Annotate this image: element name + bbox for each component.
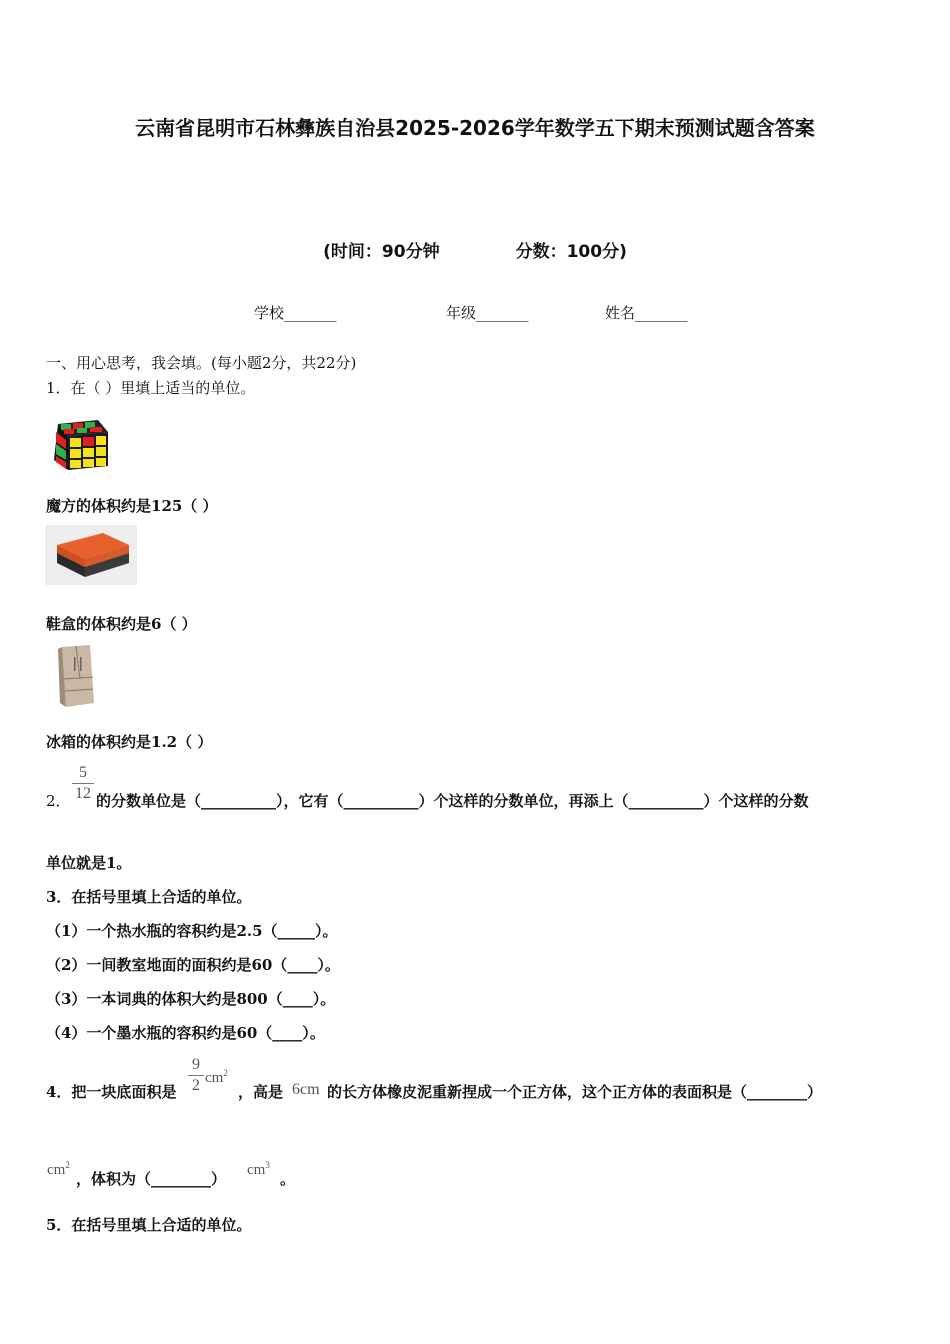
unit-cubic-cm bbox=[247, 1160, 270, 1179]
fraction-denominator: 12 bbox=[75, 785, 91, 802]
question-4-mid1: ，高是 bbox=[238, 1083, 284, 1101]
fraction-5-12 bbox=[72, 764, 94, 803]
question-3-item: （4）一个墨水瓶的容积约是60（____）。 bbox=[46, 1024, 325, 1042]
question-2-number: 2． bbox=[46, 792, 71, 810]
question-4-end: 。 bbox=[280, 1170, 296, 1188]
unit-exponent: 2 bbox=[223, 1068, 228, 1078]
name-field: 姓名_______ bbox=[605, 304, 688, 322]
refrigerator-image bbox=[56, 643, 98, 709]
fraction-numerator: 9 bbox=[192, 1056, 200, 1073]
unit-text: cm bbox=[247, 1162, 266, 1178]
unit-square-cm bbox=[205, 1068, 228, 1087]
unit-exponent: 3 bbox=[265, 1160, 270, 1170]
rubiks-cube-image bbox=[48, 416, 112, 474]
question-3-item: （3）一本词典的体积大约是800（____）。 bbox=[46, 990, 336, 1008]
question-4-mid2: 的长方体橡皮泥重新捏成一个正方体，这个正方体的表面积是（________） bbox=[327, 1083, 823, 1101]
shoebox-image bbox=[45, 525, 137, 585]
fraction-denominator: 2 bbox=[192, 1077, 200, 1094]
document-title: 云南省昆明市石林彝族自治县2025-2026学年数学五下期末预测试题含答案 bbox=[135, 116, 815, 140]
question-4-volume-text: ，体积为（________） bbox=[76, 1170, 227, 1188]
fridge-volume-question: 冰箱的体积约是1.2（ ） bbox=[46, 733, 213, 751]
question-3-item: （2）一间教室地面的面积约是60（____）。 bbox=[46, 956, 340, 974]
height-value: 6cm bbox=[292, 1081, 320, 1098]
question-2-continuation: 单位就是1。 bbox=[46, 854, 132, 872]
fraction-bar bbox=[188, 1075, 204, 1076]
score-info: 分数：100分) bbox=[515, 242, 627, 262]
school-field: 学校_______ bbox=[254, 304, 337, 322]
question-5-stem: 5．在括号里填上合适的单位。 bbox=[46, 1216, 252, 1234]
question-2-text: 的分数单位是（__________），它有（__________）个这样的分数单位，再添上（__________）个这样的分数 bbox=[96, 792, 809, 810]
fraction-bar bbox=[72, 783, 94, 784]
question-1-stem: 1．在（ ）里填上适当的单位。 bbox=[46, 379, 256, 397]
exam-info bbox=[0, 237, 950, 262]
grade-field: 年级_______ bbox=[446, 304, 529, 322]
unit-square-cm-2 bbox=[47, 1160, 70, 1179]
unit-text: cm bbox=[205, 1070, 224, 1086]
question-4-lead: 4．把一块底面积是 bbox=[46, 1083, 177, 1101]
shoebox-volume-question: 鞋盒的体积约是6（ ） bbox=[46, 615, 197, 633]
unit-exponent: 2 bbox=[65, 1160, 70, 1170]
fraction-9-2 bbox=[188, 1056, 204, 1095]
question-3-item: （1）一个热水瓶的容积约是2.5（_____）。 bbox=[46, 922, 338, 940]
time-info: (时间：90分钟 bbox=[323, 242, 440, 262]
fraction-numerator: 5 bbox=[79, 764, 87, 781]
section-heading: 一、用心思考，我会填。(每小题2分，共22分) bbox=[46, 354, 357, 372]
cube-volume-question: 魔方的体积约是125（ ） bbox=[46, 497, 218, 515]
unit-text: cm bbox=[47, 1162, 66, 1178]
question-3-stem: 3．在括号里填上合适的单位。 bbox=[46, 888, 252, 906]
